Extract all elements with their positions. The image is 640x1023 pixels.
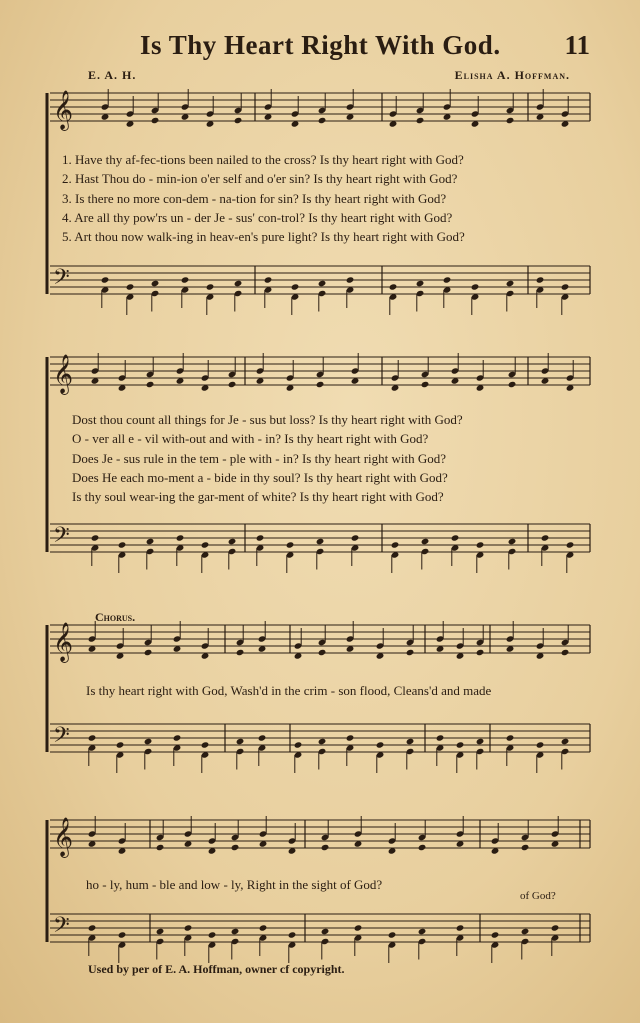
- note-head: [508, 381, 517, 388]
- note-head: [508, 538, 517, 545]
- bass-clef-icon: 𝄢: [53, 265, 70, 295]
- note-head: [416, 117, 425, 124]
- note-head: [476, 649, 485, 656]
- chorus-line-2: ho - ly, hum - ble and low - ly, Right in the sight of God?: [86, 877, 383, 892]
- bass-clef-icon: 𝄢: [53, 913, 70, 943]
- note-head: [566, 541, 575, 548]
- note-head: [231, 928, 240, 935]
- note-head: [316, 381, 325, 388]
- note-head: [228, 381, 237, 388]
- note-head: [228, 538, 237, 545]
- note-head: [388, 931, 397, 938]
- note-head: [236, 738, 245, 745]
- note-head: [181, 276, 190, 283]
- note-head: [541, 534, 550, 541]
- note-head: [88, 734, 97, 741]
- note-head: [231, 844, 240, 851]
- note-head: [561, 283, 570, 290]
- note-head: [421, 381, 430, 388]
- note-head: [389, 283, 398, 290]
- note-head: [206, 283, 215, 290]
- music-credit: Elisha A. Hoffman.: [454, 68, 570, 82]
- chorus-label: Chorus.: [95, 610, 136, 624]
- verses-part1: [62, 150, 592, 246]
- note-head: [234, 280, 243, 287]
- note-head: [258, 734, 267, 741]
- note-head: [476, 541, 485, 548]
- treble-clef-icon: 𝄞: [53, 622, 74, 662]
- note-head: [256, 534, 265, 541]
- note-head: [321, 844, 330, 851]
- note-head: [476, 738, 485, 745]
- note-head: [506, 117, 515, 124]
- note-head: [126, 283, 135, 290]
- treble-clef-icon: 𝄞: [53, 90, 74, 130]
- note-head: [471, 283, 480, 290]
- bass-clef-icon: 𝄢: [53, 523, 70, 553]
- note-head: [88, 924, 97, 931]
- note-head: [288, 931, 297, 938]
- note-head: [316, 538, 325, 545]
- note-head: [551, 924, 560, 931]
- note-head: [318, 117, 327, 124]
- note-head: [91, 534, 100, 541]
- page-number: 11: [564, 30, 590, 60]
- note-head: [406, 738, 415, 745]
- verse-line: 3. Is there no more con-dem - na-tion for sin? Is thy heart right with God?: [62, 190, 447, 206]
- note-head: [318, 738, 327, 745]
- verse-line: 2. Hast Thou do - min-ion o'er self and o'er sin? Is thy heart right with God?: [62, 171, 458, 187]
- note-head: [116, 741, 125, 748]
- note-head: [144, 738, 153, 745]
- note-head: [286, 541, 295, 548]
- note-head: [176, 534, 185, 541]
- note-head: [443, 276, 452, 283]
- note-head: [144, 649, 153, 656]
- note-head: [456, 924, 465, 931]
- verse-line: 1. Have thy af-fec-tions been nailed to the cross? Is thy heart right with God?: [62, 152, 464, 167]
- note-head: [418, 844, 427, 851]
- text-credit: E. A. H.: [88, 68, 137, 82]
- chorus-line-1: Is thy heart right with God, Wash'd in the crim - son flood, Cleans'd and made: [86, 683, 492, 698]
- verse-line: Dost thou count all things for Je - sus but loss? Is thy heart right with God?: [72, 412, 463, 427]
- note-head: [521, 844, 530, 851]
- chorus-echo: of God?: [520, 890, 556, 902]
- note-head: [536, 741, 545, 748]
- note-head: [351, 534, 360, 541]
- note-head: [451, 534, 460, 541]
- verse-line: O - ver all e - vil with-out and with - in? Is thy heart right with God?: [72, 431, 429, 447]
- note-head: [291, 283, 300, 290]
- note-head: [173, 734, 182, 741]
- note-head: [506, 734, 515, 741]
- note-head: [416, 280, 425, 287]
- verse-line: Is thy soul wear-ing the gar-ment of white? Is thy heart right with God?: [72, 489, 444, 505]
- verse-line: Does Je - sus rule in the tem - ple with - in? Is thy heart right with God?: [72, 450, 447, 466]
- note-head: [201, 741, 210, 748]
- note-head: [264, 276, 273, 283]
- note-head: [561, 738, 570, 745]
- note-head: [456, 741, 465, 748]
- note-head: [354, 924, 363, 931]
- treble-clef-icon: 𝄞: [53, 354, 74, 394]
- hymn-title: Is Thy Heart Right With God.: [140, 30, 501, 60]
- note-head: [536, 276, 545, 283]
- bass-clef-icon: 𝄢: [53, 723, 70, 753]
- copyright-footer: Used by per of E. A. Hoffman, owner cf copyright.: [88, 962, 345, 976]
- note-head: [259, 924, 268, 931]
- verse-line: Does He each mo-ment a - bide in thy soul? Is thy heart right with God?: [72, 469, 448, 485]
- note-head: [118, 931, 127, 938]
- note-head: [146, 381, 155, 388]
- note-head: [101, 276, 110, 283]
- note-head: [491, 931, 500, 938]
- verse-line: 5. Art thou now walk-ing in heav-en's pure light? Is thy heart right with God?: [62, 229, 465, 245]
- note-head: [418, 928, 427, 935]
- note-head: [234, 117, 243, 124]
- note-head: [201, 541, 210, 548]
- note-head: [236, 649, 245, 656]
- note-head: [561, 649, 570, 656]
- note-head: [118, 541, 127, 548]
- note-head: [506, 280, 515, 287]
- note-head: [321, 928, 330, 935]
- note-head: [208, 931, 217, 938]
- note-head: [156, 928, 165, 935]
- note-head: [318, 649, 327, 656]
- note-head: [184, 924, 193, 931]
- note-head: [346, 276, 355, 283]
- note-head: [391, 541, 400, 548]
- note-head: [146, 538, 155, 545]
- note-head: [151, 117, 160, 124]
- treble-clef-icon: 𝄞: [53, 817, 74, 857]
- note-head: [421, 538, 430, 545]
- verse-line: 4. Are all thy pow'rs un - der Je - sus' con-trol? Is thy heart right with God?: [62, 209, 453, 225]
- note-head: [294, 741, 303, 748]
- note-head: [346, 734, 355, 741]
- note-head: [376, 741, 385, 748]
- note-head: [521, 928, 530, 935]
- note-head: [436, 734, 445, 741]
- note-head: [318, 280, 327, 287]
- note-head: [156, 844, 165, 851]
- note-head: [406, 649, 415, 656]
- note-head: [151, 280, 160, 287]
- verses-part2: [72, 410, 602, 506]
